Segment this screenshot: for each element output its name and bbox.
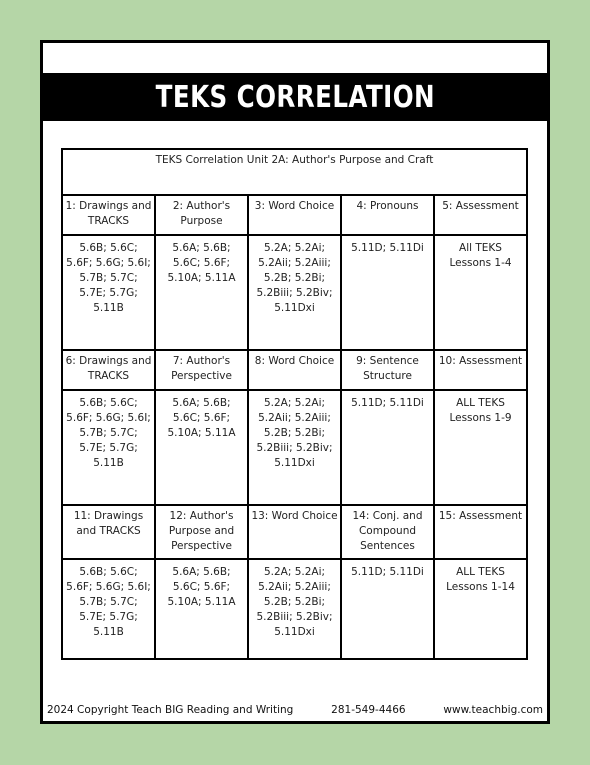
teks-correlation-table [61, 148, 528, 660]
teks-cell: 5.11D; 5.11Di [341, 235, 434, 350]
document-page [40, 40, 550, 724]
teks-cell: 5.6A; 5.6B; 5.6C; 5.6F; 5.10A; 5.11A [155, 390, 248, 505]
teks-cell: 5.11D; 5.11Di [341, 559, 434, 659]
teks-cell: 5.6A; 5.6B; 5.6C; 5.6F; 5.10A; 5.11A [155, 235, 248, 350]
lesson-header: 14: Conj. and Compound Sentences [341, 505, 434, 559]
lesson-header: 9: Sentence Structure [341, 350, 434, 390]
teks-cell: ALL TEKS Lessons 1-9 [434, 390, 527, 505]
page-title: TEKS CORRELATION [155, 79, 435, 115]
teks-cell: 5.6A; 5.6B; 5.6C; 5.6F; 5.10A; 5.11A [155, 559, 248, 659]
lesson-header: 15: Assessment [434, 505, 527, 559]
lesson-header: 2: Author's Purpose [155, 195, 248, 235]
lesson-header: 10: Assessment [434, 350, 527, 390]
lesson-header: 7: Author's Perspective [155, 350, 248, 390]
teks-cell: 5.6B; 5.6C; 5.6F; 5.6G; 5.6I; 5.7B; 5.7C; 5.7E; 5.7G; 5.11B [62, 559, 155, 659]
teks-cell: ALL TEKS Lessons 1-14 [434, 559, 527, 659]
table-row [62, 559, 527, 659]
website-link[interactable]: www.teachbig.com [443, 704, 543, 716]
teks-cell: 5.6B; 5.6C; 5.6F; 5.6G; 5.6I; 5.7B; 5.7C; 5.7E; 5.7G; 5.11B [62, 235, 155, 350]
table-header-row [62, 350, 527, 390]
table-header-row [62, 195, 527, 235]
teks-cell: 5.2A; 5.2Ai; 5.2Aii; 5.2Aiii; 5.2B; 5.2Bi; 5.2Biii; 5.2Biv; 5.11Dxi [248, 559, 341, 659]
page-footer [47, 704, 543, 716]
lesson-header: 4: Pronouns [341, 195, 434, 235]
lesson-header: 1: Drawings and TRACKS [62, 195, 155, 235]
table-row [62, 390, 527, 505]
lesson-header: 11: Drawings and TRACKS [62, 505, 155, 559]
lesson-header: 6: Drawings and TRACKS [62, 350, 155, 390]
table-header-row [62, 505, 527, 559]
lesson-header: 8: Word Choice [248, 350, 341, 390]
lesson-header: 12: Author's Purpose and Perspective [155, 505, 248, 559]
table-row [62, 235, 527, 350]
lesson-header: 3: Word Choice [248, 195, 341, 235]
teks-cell: All TEKS Lessons 1-4 [434, 235, 527, 350]
teks-cell: 5.2A; 5.2Ai; 5.2Aii; 5.2Aiii; 5.2B; 5.2Bi; 5.2Biii; 5.2Biv; 5.11Dxi [248, 390, 341, 505]
lesson-header: 5: Assessment [434, 195, 527, 235]
lesson-header: 13: Word Choice [248, 505, 341, 559]
table-title: TEKS Correlation Unit 2A: Author's Purpose and Craft [62, 149, 527, 195]
teks-cell: 5.6B; 5.6C; 5.6F; 5.6G; 5.6I; 5.7B; 5.7C; 5.7E; 5.7G; 5.11B [62, 390, 155, 505]
teks-cell: 5.11D; 5.11Di [341, 390, 434, 505]
title-banner [43, 73, 547, 121]
copyright-text: 2024 Copyright Teach BIG Reading and Writing [47, 704, 294, 716]
phone-number: 281-549-4466 [331, 704, 406, 716]
teks-cell: 5.2A; 5.2Ai; 5.2Aii; 5.2Aiii; 5.2B; 5.2Bi; 5.2Biii; 5.2Biv; 5.11Dxi [248, 235, 341, 350]
